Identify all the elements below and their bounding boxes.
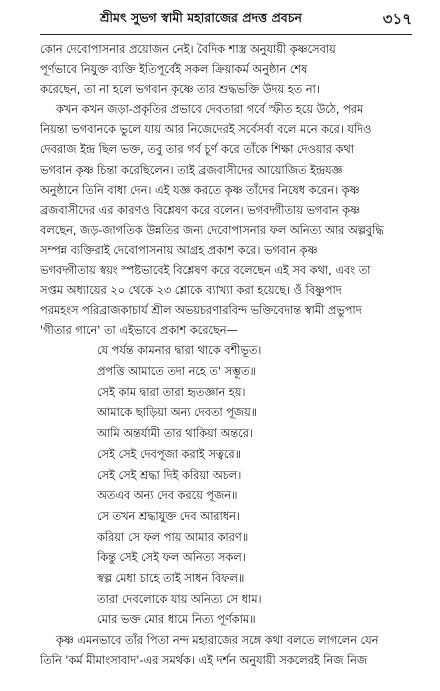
- verse-line: সে তখন শ্রদ্ধাযুক্ত দেব আরাধন।: [97, 509, 240, 523]
- text-line: কৃষ্ণ এমনভাবে তাঁর পিতা নন্দ মহারাজের সঙ্গে কথা বলতে লাগলেন যেন: [56, 634, 379, 648]
- verse-line: যে পর্যন্ত কামনার দ্বারা থাকে বশীভূত।: [97, 344, 262, 358]
- text-line: 'গীতার গানে' তা এইভাবে প্রকাশ করেছেন—: [40, 324, 238, 338]
- text-line: পূর্ণভাবে নিযুক্ত ব্যক্তি ইতিপূর্বেই সকল ক্রিয়াকর্ম অনুষ্ঠান শেষ: [40, 63, 308, 77]
- text-line: কোন দেবোপাসনার প্রয়োজন নেই। বৈদিক শাস্ত্র অনুযায়ী কৃষ্ণসেবায়: [40, 43, 336, 56]
- text-line: পরমহংস পরিব্রাজকাচার্য শ্রীল অভয়চরণারবিন্দ ভক্তিবেদান্ত স্বামী প্রভুপাদ: [40, 304, 362, 318]
- page-header: [40, 8, 412, 32]
- verse-line: কিন্তু সেই সেই ফল অনিত্য সকল।: [97, 551, 246, 565]
- header-divider: [40, 34, 412, 35]
- running-title: শ্রীমৎ সুভগ স্বামী মহারাজের প্রদত্ত প্রবচন: [100, 10, 302, 25]
- verse-line: অতএব অন্য দেব করয়ে পূজন॥: [97, 489, 238, 503]
- page-number: ৩১৭: [382, 10, 412, 28]
- verse-line: সেই কাম দ্বারা তারা হৃতজ্ঞান হয়।: [97, 385, 246, 399]
- text-line: করেছেন, তা না হলে ভগবান কৃষ্ণে তার শুদ্ধভক্তি উদয় হত না।: [40, 83, 320, 97]
- text-line: তিনি 'কর্ম মীমাংসাবাদ'-এর সমর্থক। এই দর্শন অনুযায়ী সকলেরই নিজ নিজ: [40, 654, 368, 668]
- text-line: নিয়ন্তা ভগবানকে ভুলে যায় আর নিজেদেরই সর্বেসর্বা বলে মনে করে। যদিও: [40, 123, 372, 137]
- paragraph-top: [40, 40, 412, 341]
- verse-line: সেই সেই দেবপূজা করাই সত্বরে॥: [97, 447, 241, 461]
- text-line: সপ্তম অধ্যায়ের ২০ থেকে ২৩ শ্লোকে ব্যাখ্যা করা হয়েছে। ওঁ বিষ্ণুপাদ: [40, 284, 342, 298]
- text-line: সম্পন্ন ব্যক্তিরাই দেবোপাসনায় আগ্রহ প্রকাশ করে। ভগবান কৃষ্ণ: [40, 243, 318, 257]
- verse-block: [40, 341, 412, 631]
- verse-line: করিয়া সে ফল পায় আমার কারণ॥: [97, 530, 249, 544]
- verse-line: আমাকে ছাড়িয়া অন্য দেবতা পূজয়॥: [97, 406, 258, 420]
- text-line: ভগবদ্গীতায় স্বয়ং স্পষ্টভাবেই বিশ্লেষণ করে বলেছেন এই সব কথা, এবং তা: [40, 264, 371, 278]
- verse-line: আমি অন্তর্যামী তার থাকিয়া অন্তরে।: [97, 427, 253, 441]
- text-line: বলছেন, জড়-জাগতিক উন্নতির জন্য দেবোপাসনার ফল অনিত্য আর অল্পবুদ্ধি: [40, 223, 384, 237]
- page-body: [40, 40, 412, 671]
- verse-line: সেই সেই শ্রদ্ধা দিই করিয়া অচল।: [97, 468, 242, 482]
- verse-line: স্বল্প মেধা চাহে তাই সাধন বিফল॥: [97, 571, 245, 585]
- text-line: ভগবান কৃষ্ণ চিন্তা করেছিলেন। তাই ব্রজবাসীদের আয়োজিত ইন্দ্রযজ্ঞ: [40, 163, 343, 177]
- text-line: ব্রজবাসীদের এর কারণও বিশ্লেষণ করে বলেন। ভগবদ্গীতায় ভগবান কৃষ্ণ: [40, 203, 360, 217]
- text-line: অনুষ্ঠানে তিনি বাধা দেন। এই যজ্ঞ করতে কৃষ্ণ তাঁদের নিষেধ করেন। কৃষ্ণ: [40, 183, 360, 197]
- text-line: দেবরাজ ইন্দ্র ছিল ভক্ত, তবু তার গর্ব চূর্ণ করে তাঁকে শিক্ষা দেওয়ার কথা: [40, 143, 355, 157]
- verse-line: তারা দেবলোকে যায় অনিত্য সে ধাম।: [97, 592, 262, 606]
- verse-line: প্রপত্তি আমাতে তদা নহে ত' সম্ভূত॥: [97, 365, 256, 379]
- text-line: কখন কখন জড়া-প্রকৃতির প্রভাবে দেবতারা গর্বে স্ফীত হয়ে উঠে, পরম: [56, 103, 364, 117]
- paragraph-bottom: [40, 631, 412, 671]
- verse-line: মোর ভক্ত মোর ধামে নিত্য পূর্ণকাম॥: [97, 613, 256, 627]
